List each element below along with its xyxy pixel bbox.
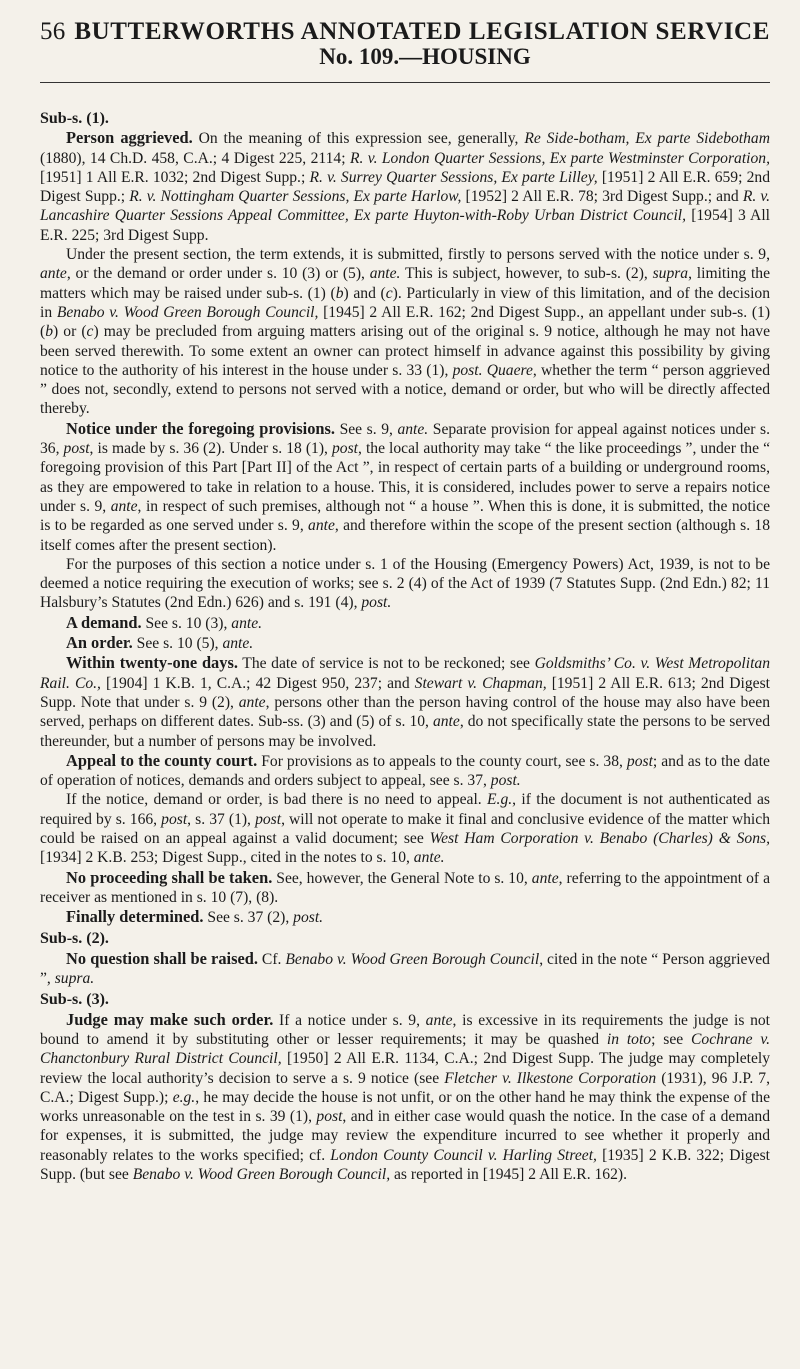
- running-head: [40, 18, 770, 46]
- case-citation: West Ham Corporation v. Benabo (Charles) & Sons,: [429, 829, 770, 847]
- case-citation: R. v. Lancashire Quarter Sessions Appeal Committee, Ex parte Huyton-with-Roby Urban District Council,: [40, 188, 770, 225]
- subsection-heading: Sub-s. (2).: [40, 930, 109, 948]
- case-citation: Benabo v. Wood Green Borough Council,: [56, 303, 319, 321]
- note-appeal-county-court: Appeal to the county court. For provisions as to appeals to the county court, see s. 38, post; and as to the date of operation of notices, demands and orders subject to appeal, see s. 37, post.: [40, 750, 770, 790]
- case-citation: R. v. Nottingham Quarter Sessions, Ex parte Harlow,: [129, 188, 462, 206]
- case-citation: Cochrane v. Chanctonbury Rural District Council,: [40, 1030, 771, 1068]
- subsection-heading: Sub-s. (3).: [40, 991, 109, 1009]
- note-heading: No question shall be raised.: [66, 948, 258, 968]
- note-heading: A demand.: [66, 612, 142, 632]
- case-citation: Stewart v. Chapman,: [414, 674, 547, 692]
- note-heading: Within twenty-one days.: [66, 653, 238, 673]
- case-citation: Re Side-botham, Ex parte Sidebotham: [524, 130, 770, 148]
- note-no-proceeding: No proceeding shall be taken. See, however, the General Note to s. 10, ante, referring to the appointment of a receiver as mentioned in s. 10 (7), (8).: [40, 867, 770, 906]
- case-citation: London County Council v. Harling Street,: [330, 1146, 597, 1164]
- annotation-body: [40, 109, 770, 1184]
- note-heading: Appeal to the county court.: [66, 750, 258, 770]
- note-heading: Judge may make such order.: [66, 1009, 274, 1029]
- case-citation: Benabo v. Wood Green Borough Council: [285, 950, 540, 968]
- header-rule: [40, 82, 770, 83]
- note-no-question: No question shall be raised. Cf. Benabo v. Wood Green Borough Council, cited in the note “ Person aggrieved ”, supra.: [40, 948, 770, 988]
- case-citation: R. v. Surrey Quarter Sessions, Ex parte Lilley,: [309, 168, 598, 186]
- note-judge-may-make-order: Judge may make such order. If a notice under s. 9, ante, is excessive in its requirements the judge is not bound to amend it by substituting other or lesser requirements; it may be quashed in toto; see Cochrane v. Chanctonbury Rural District Council, [1950] 2 All E.R. 1134, C.A.; 2nd Digest Supp. The judge may completely review the local authority’s decision to serve a s. 9 notice (see Fletcher v. Ilkestone Corporation (1931), 96 J.P. 7, C.A.; Digest Supp.); e.g., he may decide the house is not unfit, or on the other hand he may think the expense of the works unreasonable on the test in s. 39 (1), post, and in either case would quash the notice. In the case of a demand for expenses, it is submitted, the judge may review the expenditure incurred to see whether it properly and reasonably relates to the works specified; cf. London County Council v. Harling Street, [1935] 2 K.B. 322; Digest Supp. (but see Benabo v. Wood Green Borough Council, as reported in [1945] 2 All E.R. 162).: [40, 1009, 771, 1184]
- note-heading: Notice under the foregoing provisions.: [66, 418, 336, 438]
- note-an-order: An order. See s. 10 (5), ante.: [66, 633, 254, 653]
- note-within-twenty-one-days: Within twenty-one days. The date of service is not to be reckoned; see Goldsmiths’ Co. v. West Metropolitan Rail. Co., [1904] 1 K.B. 1, C.A.; 42 Digest 950, 237; and Stewart v. Chapman, [1951] 2 All E.R. 613; 2nd Digest Supp. Note that under s. 9 (2), ante, persons other than the person having control of the house may also have been served, perhaps on different dates. Sub-ss. (3) and (5) of s. 10, ante, do not specifically state the persons to be served thereunder, but a number of persons may be involved.: [40, 653, 771, 750]
- note-heading: An order.: [66, 633, 133, 653]
- paragraph: If the notice, demand or order, is bad there is no need to appeal. E.g., if the document is not authenticated as required by s. 166, post, s. 37 (1), post, will not operate to make it final and conclusive evidence of the matter which could be raised on an appeal against a valid document; see West Ham Corporation v. Benabo (Charles) & Sons, [1934] 2 K.B. 253; Digest Supp., cited in the notes to s. 10, ante.: [40, 791, 770, 867]
- note-heading: No proceeding shall be taken.: [66, 867, 273, 887]
- note-notice-under-foregoing: Notice under the foregoing provisions. See s. 9, ante. Separate provision for appeal against notices under s. 36, post, is made by s. 36 (2). Under s. 18 (1), post, the local authority may take “ the like proceedings ”, under the “ foregoing provision of this Part [Part II] of the Act ”, in respect of certain parts of a building or underground rooms, as they are empowered to take in relation to a house. This, it is considered, includes power to serve a repairs notice under s. 9, ante, in respect of such premises, although not “ a house ”. When this is done, it is submitted, the notice is to be regarded as one served under s. 9, ante, and therefore within the scope of the present section (although s. 18 itself comes after the present section).: [40, 418, 770, 554]
- note-finally-determined: Finally determined. See s. 37 (2), post.: [66, 907, 324, 927]
- case-citation: Benabo v. Wood Green Borough Council,: [132, 1166, 391, 1184]
- note-heading: Person aggrieved.: [66, 128, 193, 148]
- paragraph: Under the present section, the term extends, it is submitted, firstly to persons served with the notice under s. 9, ante, or the demand or order under s. 10 (3) or (5), ante. This is subject, however, to sub-s. (2), supra, limiting the matters which may be raised under sub-s. (1) (b) and (c). Particularly in view of this limitation, and of the decision in Benabo v. Wood Green Borough Council, [1945] 2 All E.R. 162; 2nd Digest Supp., an appellant under sub-s. (1) (b) or (c) may be precluded from arguing matters arising out of the original s. 9 notice, although he may not have been served therewith. To some extent an owner can protect himself in advance against this possibility by giving notice to the authority of his interest in the house under s. 33 (1), post. Quaere, whether the term “ person aggrieved ” does not, secondly, extend to persons not served with a notice, demand or order, but who will be directly affected thereby.: [40, 246, 771, 418]
- note-person-aggrieved: Person aggrieved. On the meaning of this expression see, generally, Re Side-botham, Ex parte Sidebotham (1880), 14 Ch.D. 458, C.A.; 4 Digest 225, 2114; R. v. London Quarter Sessions, Ex parte Westminster Corporation, [1951] 1 All E.R. 1032; 2nd Digest Supp.; R. v. Surrey Quarter Sessions, Ex parte Lilley, [1951] 2 All E.R. 659; 2nd Digest Supp.; R. v. Nottingham Quarter Sessions, Ex parte Harlow, [1952] 2 All E.R. 78; 3rd Digest Supp.; and R. v. Lancashire Quarter Sessions Appeal Committee, Ex parte Huyton-with-Roby Urban District Council, [1954] 3 All E.R. 225; 3rd Digest Supp.: [40, 128, 770, 244]
- act-title: No. 109.—HOUSING: [319, 44, 531, 69]
- note-heading: Finally determined.: [66, 907, 204, 927]
- paragraph: For the purposes of this section a notice under s. 1 of the Housing (Emergency Powers) Act, 1939, is not to be deemed a notice requiring the execution of works; see s. 2 (4) of the Act of 1939 (7 Statutes Supp. (2nd Edn.) 82; 11 Halsbury’s Statutes (2nd Edn.) 626) and s. 191 (4), post.: [40, 555, 770, 612]
- subsection-heading: Sub-s. (1).: [40, 110, 109, 127]
- case-citation: Fletcher v. Ilkestone Corporation: [444, 1069, 657, 1087]
- series-title: BUTTERWORTHS ANNOTATED LEGISLATION SERVICE: [74, 18, 770, 45]
- case-citation: Goldsmiths’ Co. v. West Metropolitan Rail. Co.,: [40, 655, 771, 692]
- page-number: 56: [40, 18, 66, 45]
- case-citation: R. v. London Quarter Sessions, Ex parte Westminster Corporation,: [349, 149, 770, 167]
- note-a-demand: A demand. See s. 10 (3), ante.: [66, 612, 263, 632]
